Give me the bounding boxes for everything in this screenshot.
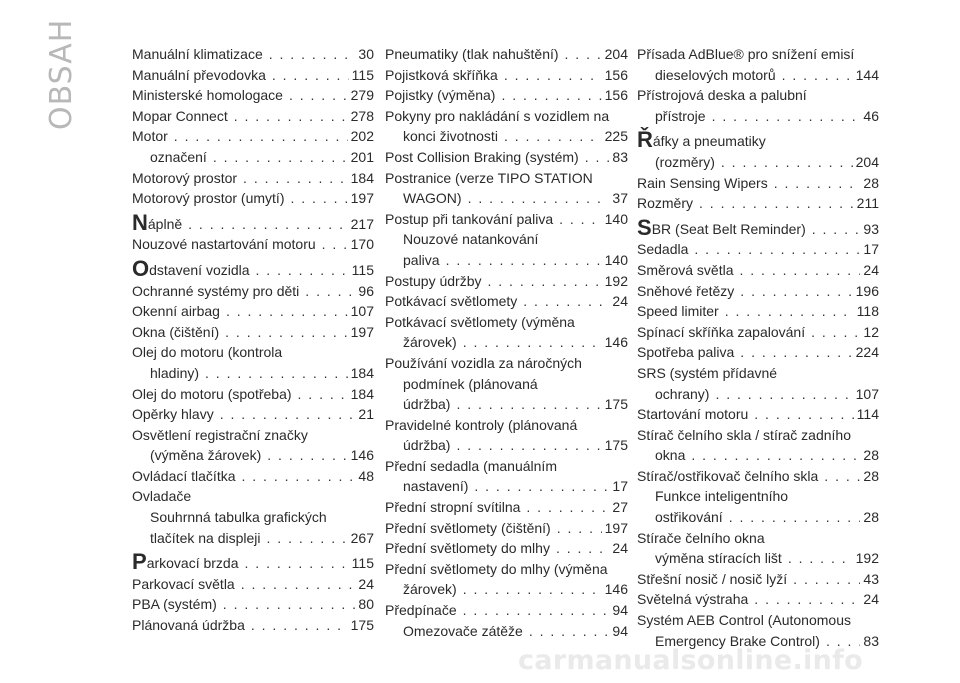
index-entry bbox=[637, 569, 879, 590]
leader-dots bbox=[272, 65, 349, 86]
page-number: 204 bbox=[604, 46, 628, 62]
entry-text: ochrany) bbox=[655, 385, 710, 402]
index-entry bbox=[637, 342, 879, 363]
index-entry bbox=[385, 415, 628, 456]
page-number: 80 bbox=[358, 596, 374, 613]
index-entry bbox=[132, 188, 374, 209]
index-entry bbox=[132, 404, 374, 425]
leader-dots bbox=[220, 404, 356, 425]
entry-text: SRS (systém přídavné bbox=[637, 364, 778, 381]
entry-text: Ministerské homologace bbox=[132, 87, 283, 104]
leader-dots bbox=[740, 342, 852, 363]
leader-dots bbox=[694, 239, 860, 260]
index-entry bbox=[637, 214, 879, 240]
page-number: 144 bbox=[855, 66, 879, 83]
page-number: 140 bbox=[604, 210, 628, 227]
entry-text: tlačítek na displeji bbox=[150, 529, 261, 546]
entry-text: výměna stíracích lišt bbox=[655, 550, 782, 567]
entry-text bbox=[637, 214, 806, 240]
index-entry bbox=[385, 353, 628, 415]
entry-text: Přední stropní svítilna bbox=[385, 499, 521, 516]
page-number: 279 bbox=[350, 87, 374, 104]
leader-dots bbox=[712, 106, 861, 127]
entry-text: Přístrojová deska a palubní bbox=[637, 87, 807, 104]
page-number: 24 bbox=[612, 293, 628, 310]
index-entry bbox=[637, 127, 879, 172]
leader-dots bbox=[740, 281, 852, 302]
leader-dots bbox=[251, 615, 348, 636]
entry-text: Pokyny pro nakládání s vozidlem na bbox=[385, 107, 610, 124]
index-entry bbox=[385, 456, 628, 497]
entry-text: Olej do motoru (spotřeba) bbox=[132, 385, 292, 402]
entry-text: Speed limiter bbox=[637, 303, 719, 320]
page-number: 225 bbox=[604, 128, 628, 145]
entry-text: konci životnosti bbox=[403, 128, 498, 145]
entry-text: hladiny) bbox=[150, 364, 200, 381]
leader-dots bbox=[526, 497, 609, 518]
leader-dots bbox=[474, 476, 609, 497]
index-entry bbox=[637, 85, 879, 126]
entry-text: Stírače čelního okna bbox=[637, 529, 765, 546]
page-number: 156 bbox=[604, 66, 628, 83]
leader-dots bbox=[463, 600, 610, 621]
leader-dots bbox=[468, 188, 610, 209]
page-number: 192 bbox=[855, 550, 879, 567]
index-entry bbox=[637, 322, 879, 343]
entry-text: Nouzové nastartování motoru bbox=[132, 236, 316, 253]
index-entry bbox=[637, 193, 879, 214]
page-number: 196 bbox=[855, 282, 879, 299]
index-entry bbox=[132, 65, 374, 86]
entry-rest: áplně bbox=[147, 215, 183, 232]
entry-text: Manuální převodovka bbox=[132, 66, 266, 83]
leader-dots bbox=[463, 332, 602, 353]
entry-text: Motorový prostor bbox=[132, 169, 238, 186]
index-entry bbox=[385, 85, 628, 106]
entry-text: (rozměry) bbox=[655, 153, 715, 170]
index-entry bbox=[132, 384, 374, 405]
page-number: 24 bbox=[863, 591, 879, 608]
index-column-3 bbox=[637, 44, 879, 651]
leader-dots bbox=[754, 404, 853, 425]
page-number: 37 bbox=[612, 190, 628, 207]
page-number: 175 bbox=[604, 396, 628, 413]
entry-text: nastavení) bbox=[403, 478, 469, 495]
entry-text: Okna (čištění) bbox=[132, 323, 220, 340]
index-entry bbox=[132, 126, 374, 147]
entry-text: Motor bbox=[132, 128, 168, 145]
index-entry bbox=[385, 559, 628, 600]
page-number: 24 bbox=[358, 575, 374, 592]
entry-text: Postranice (verze TIPO STATION bbox=[385, 169, 593, 186]
leader-dots bbox=[234, 106, 348, 127]
page-number: 202 bbox=[350, 128, 374, 145]
leader-dots bbox=[205, 363, 348, 384]
entry-text: Okenní airbag bbox=[132, 303, 220, 320]
entry-text: Předpínače bbox=[385, 602, 457, 619]
leader-dots bbox=[788, 548, 853, 569]
leader-dots bbox=[585, 147, 610, 168]
section-initial: P bbox=[132, 549, 147, 575]
entry-text: Systém AEB Control (Autonomous bbox=[637, 612, 851, 629]
entry-text: Manuální klimatizace bbox=[132, 46, 263, 62]
index-entry bbox=[385, 538, 628, 559]
index-entry bbox=[385, 209, 628, 230]
entry-text: Emergency Brake Control) bbox=[655, 632, 820, 649]
entry-text bbox=[637, 127, 766, 153]
entry-text bbox=[132, 255, 250, 281]
entry-text: Potkávací světlomety (výměna bbox=[385, 313, 575, 330]
entry-text: dieselových motorů bbox=[655, 66, 776, 83]
index-entry bbox=[132, 486, 374, 507]
entry-text: Stírač čelního skla / stírač zadního bbox=[637, 426, 851, 443]
entry-text: WAGON) bbox=[403, 190, 462, 207]
entry-text: Ochranné systémy pro děti bbox=[132, 282, 300, 299]
leader-dots bbox=[523, 291, 609, 312]
page-number: 28 bbox=[863, 447, 879, 464]
index-entry bbox=[385, 229, 628, 270]
page-number: 28 bbox=[863, 467, 879, 484]
page-number: 175 bbox=[604, 437, 628, 454]
index-entry bbox=[637, 301, 879, 322]
page-number: 94 bbox=[612, 602, 628, 619]
page-number: 184 bbox=[350, 385, 374, 402]
entry-text bbox=[132, 549, 239, 575]
page-number: 27 bbox=[612, 499, 628, 516]
index-entry bbox=[637, 281, 879, 302]
entry-text: Funkce inteligentního bbox=[655, 488, 789, 505]
index-entry bbox=[132, 549, 374, 575]
leader-dots bbox=[824, 466, 860, 487]
entry-text: Světelná výstraha bbox=[637, 591, 749, 608]
entry-text: Spínací skříňka zapalování bbox=[637, 323, 806, 340]
index-entry bbox=[637, 589, 879, 610]
page-number: 175 bbox=[350, 617, 374, 634]
leader-dots bbox=[322, 234, 348, 255]
page-number: 24 bbox=[612, 540, 628, 557]
index-entry bbox=[132, 234, 374, 255]
entry-text: žárovek) bbox=[403, 334, 457, 351]
entry-text: Pneumatiky (tlak nahuštění) bbox=[385, 46, 559, 62]
watermark-logo: carmanualsonline.info bbox=[518, 645, 864, 676]
index-entry bbox=[637, 239, 879, 260]
leader-dots bbox=[729, 507, 861, 528]
index-entry bbox=[385, 621, 628, 642]
entry-text: ostřikování bbox=[655, 509, 723, 526]
leader-dots bbox=[559, 209, 602, 230]
entry-text: údržba) bbox=[403, 396, 451, 413]
leader-dots bbox=[269, 44, 356, 65]
entry-text: Ovládací tlačítka bbox=[132, 467, 236, 484]
section-initial: N bbox=[132, 209, 148, 235]
index-entry bbox=[385, 497, 628, 518]
leader-dots bbox=[691, 445, 860, 466]
page-number: 12 bbox=[863, 323, 879, 340]
index-entry bbox=[385, 106, 628, 147]
leader-dots bbox=[721, 152, 853, 173]
index-entry bbox=[637, 528, 879, 549]
index-entry bbox=[385, 518, 628, 539]
page-number: 146 bbox=[604, 581, 628, 598]
leader-dots bbox=[298, 384, 348, 405]
entry-text: Omezovače zátěže bbox=[403, 622, 523, 639]
index-entry bbox=[132, 507, 374, 548]
leader-dots bbox=[529, 621, 610, 642]
leader-dots bbox=[812, 219, 861, 240]
entry-rest: áfky a pneumatiky bbox=[652, 133, 766, 150]
leader-dots bbox=[256, 260, 349, 281]
entry-text: Opěrky hlavy bbox=[132, 406, 214, 423]
page-number: 17 bbox=[612, 478, 628, 495]
entry-rest: arkovací brzda bbox=[146, 555, 239, 572]
entry-text: Olej do motoru (kontrola bbox=[132, 344, 283, 361]
entry-text: Motorový prostor (umytí) bbox=[132, 190, 285, 207]
leader-dots bbox=[241, 574, 356, 595]
entry-text: Startování motoru bbox=[637, 406, 749, 423]
leader-dots bbox=[243, 168, 348, 189]
page-number: 118 bbox=[856, 303, 879, 320]
page-number: 83 bbox=[863, 632, 879, 649]
page-number: 114 bbox=[856, 406, 879, 423]
index-entry bbox=[637, 425, 879, 466]
index-entry bbox=[132, 342, 374, 383]
index-entry bbox=[637, 486, 879, 527]
leader-dots bbox=[305, 281, 355, 302]
entry-text bbox=[132, 209, 183, 235]
entry-text: Přední světlomety do mlhy (výměna bbox=[385, 560, 608, 577]
index-entry bbox=[132, 574, 374, 595]
section-title: OBSAH bbox=[44, 18, 79, 130]
page-number: 278 bbox=[350, 107, 374, 124]
page-number: 107 bbox=[350, 303, 374, 320]
page-number: 184 bbox=[350, 364, 374, 381]
entry-text: Přísada AdBlue® pro snížení emisí bbox=[637, 46, 855, 62]
leader-dots bbox=[556, 538, 609, 559]
entry-rest: dstavení vozidla bbox=[149, 261, 250, 278]
leader-dots bbox=[774, 173, 861, 194]
index-entry bbox=[132, 209, 374, 235]
entry-text: PBA (systém) bbox=[132, 596, 217, 613]
leader-dots bbox=[504, 126, 602, 147]
entry-text: Plánovaná údržba bbox=[132, 617, 245, 634]
index-entry bbox=[637, 173, 879, 194]
index-entry bbox=[132, 301, 374, 322]
entry-text: Spotřeba paliva bbox=[637, 344, 735, 361]
index-entry bbox=[385, 291, 628, 312]
entry-text: Pojistková skříňka bbox=[385, 66, 498, 83]
index-entry bbox=[132, 322, 374, 343]
entry-text: označení bbox=[150, 148, 207, 165]
entry-text: přístroje bbox=[655, 107, 706, 124]
entry-text: Potkávací světlomety bbox=[385, 293, 518, 310]
page-number: 170 bbox=[350, 236, 374, 253]
section-initial: O bbox=[132, 255, 150, 281]
page-number: 146 bbox=[350, 447, 374, 464]
index-entry bbox=[637, 260, 879, 281]
index-entry bbox=[385, 600, 628, 621]
index-entry bbox=[385, 147, 628, 168]
entry-text: podmínek (plánovaná bbox=[403, 375, 538, 392]
entry-text: Stírač/ostřikovač čelního skla bbox=[637, 467, 819, 484]
leader-dots bbox=[793, 569, 860, 590]
leader-dots bbox=[456, 394, 601, 415]
page-number: 83 bbox=[612, 148, 628, 165]
page-number: 197 bbox=[350, 323, 374, 340]
leader-dots bbox=[501, 85, 601, 106]
index-entry bbox=[132, 85, 374, 106]
leader-dots bbox=[226, 301, 348, 322]
leader-dots bbox=[290, 188, 347, 209]
page-number: 107 bbox=[855, 385, 879, 402]
index-entry bbox=[132, 255, 374, 281]
page-number: 184 bbox=[350, 169, 374, 186]
index-entry bbox=[132, 615, 374, 636]
index-entry bbox=[637, 44, 879, 85]
index-entry bbox=[132, 44, 374, 65]
page-number: 30 bbox=[358, 46, 374, 62]
page-number: 156 bbox=[604, 87, 628, 104]
leader-dots bbox=[289, 85, 348, 106]
entry-text: Osvětlení registrační značky bbox=[132, 426, 308, 443]
leader-dots bbox=[725, 301, 854, 322]
page-number: 94 bbox=[612, 622, 628, 639]
entry-rest: BR (Seat Belt Reminder) bbox=[651, 220, 806, 237]
page-number: 192 bbox=[604, 272, 628, 289]
entry-text: Ovladače bbox=[132, 488, 192, 505]
index-entry bbox=[132, 147, 374, 168]
page-number: 201 bbox=[350, 148, 374, 165]
index-entry bbox=[132, 466, 374, 487]
leader-dots bbox=[739, 260, 860, 281]
index-entry bbox=[385, 168, 628, 209]
page-number: 96 bbox=[358, 282, 374, 299]
entry-text: paliva bbox=[403, 251, 440, 268]
leader-dots bbox=[488, 271, 602, 292]
entry-text: údržba) bbox=[403, 437, 451, 454]
page-number: 224 bbox=[855, 344, 879, 361]
index-entry bbox=[132, 425, 374, 466]
entry-text: Pravidelné kontroly (plánovaná bbox=[385, 416, 578, 433]
index-entry bbox=[132, 281, 374, 302]
entry-text: Směrová světla bbox=[637, 261, 734, 278]
index-entry bbox=[637, 404, 879, 425]
entry-text: Sedadla bbox=[637, 241, 689, 258]
page-number: 93 bbox=[863, 220, 879, 237]
page-number: 204 bbox=[855, 153, 879, 170]
page-number: 43 bbox=[863, 570, 879, 587]
leader-dots bbox=[565, 44, 602, 65]
page-number: 267 bbox=[350, 529, 374, 546]
leader-dots bbox=[267, 445, 347, 466]
page-number: 115 bbox=[351, 66, 374, 83]
entry-text: Nouzové natankování bbox=[403, 231, 539, 248]
page-number: 46 bbox=[863, 107, 879, 124]
entry-text: Postupy údržby bbox=[385, 272, 482, 289]
page-number: 17 bbox=[863, 241, 879, 258]
leader-dots bbox=[446, 250, 602, 271]
page-number: 197 bbox=[604, 519, 628, 536]
leader-dots bbox=[463, 579, 602, 600]
entry-text: Přední světlomety do mlhy bbox=[385, 540, 550, 557]
index-entry bbox=[637, 363, 879, 404]
page-number: 217 bbox=[350, 215, 374, 232]
index-entry bbox=[132, 168, 374, 189]
entry-text: Parkovací světla bbox=[132, 575, 235, 592]
section-initial: Ř bbox=[637, 127, 653, 153]
entry-text: Přední sedadla (manuálním bbox=[385, 457, 557, 474]
page-number: 28 bbox=[863, 509, 879, 526]
leader-dots bbox=[225, 322, 348, 343]
page-number: 146 bbox=[604, 334, 628, 351]
index-entry bbox=[385, 65, 628, 86]
index-entry bbox=[385, 44, 628, 65]
leader-dots bbox=[754, 589, 860, 610]
leader-dots bbox=[557, 518, 602, 539]
entry-text: Post Collision Braking (systém) bbox=[385, 148, 579, 165]
page-number: 211 bbox=[856, 195, 879, 212]
entry-text: Rain Sensing Wipers bbox=[637, 174, 768, 191]
index-entry bbox=[132, 106, 374, 127]
page-number: 24 bbox=[863, 261, 879, 278]
entry-text: Pojistky (výměna) bbox=[385, 87, 496, 104]
leader-dots bbox=[223, 594, 356, 615]
section-initial: S bbox=[637, 214, 652, 240]
entry-text: Přední světlomety (čištění) bbox=[385, 519, 551, 536]
leader-dots bbox=[715, 384, 852, 405]
leader-dots bbox=[699, 193, 854, 214]
entry-text: Sněhové řetězy bbox=[637, 282, 735, 299]
leader-dots bbox=[267, 528, 348, 549]
leader-dots bbox=[188, 214, 347, 235]
page-number: 115 bbox=[351, 555, 374, 572]
leader-dots bbox=[242, 466, 356, 487]
entry-text: žárovek) bbox=[403, 581, 457, 598]
page-number: 115 bbox=[351, 261, 374, 278]
entry-text: Střešní nosič / nosič lyží bbox=[637, 570, 788, 587]
leader-dots bbox=[174, 126, 348, 147]
entry-text: (výměna žárovek) bbox=[150, 447, 262, 464]
index-entry bbox=[637, 466, 879, 487]
leader-dots bbox=[782, 65, 853, 86]
index-column-2 bbox=[385, 44, 628, 641]
leader-dots bbox=[811, 322, 860, 343]
leader-dots bbox=[213, 147, 348, 168]
entry-text: Souhrnná tabulka grafických bbox=[150, 509, 327, 526]
leader-dots bbox=[504, 65, 602, 86]
entry-text: Rozměry bbox=[637, 195, 694, 212]
index-entry bbox=[385, 312, 628, 353]
page-number: 197 bbox=[350, 190, 374, 207]
index-column-1 bbox=[132, 44, 374, 636]
page-number: 140 bbox=[604, 251, 628, 268]
index-entry bbox=[385, 271, 628, 292]
entry-text: Postup při tankování paliva bbox=[385, 210, 554, 227]
leader-dots bbox=[245, 553, 349, 574]
page-number: 28 bbox=[863, 174, 879, 191]
index-entry bbox=[637, 548, 879, 569]
page-number: 48 bbox=[358, 467, 374, 484]
entry-text: Používání vozidla za náročných bbox=[385, 354, 582, 371]
leader-dots bbox=[456, 435, 601, 456]
page-number: 21 bbox=[358, 406, 374, 423]
entry-text: Mopar Connect bbox=[132, 107, 228, 124]
index-entry bbox=[132, 594, 374, 615]
entry-text: okna bbox=[655, 447, 686, 464]
